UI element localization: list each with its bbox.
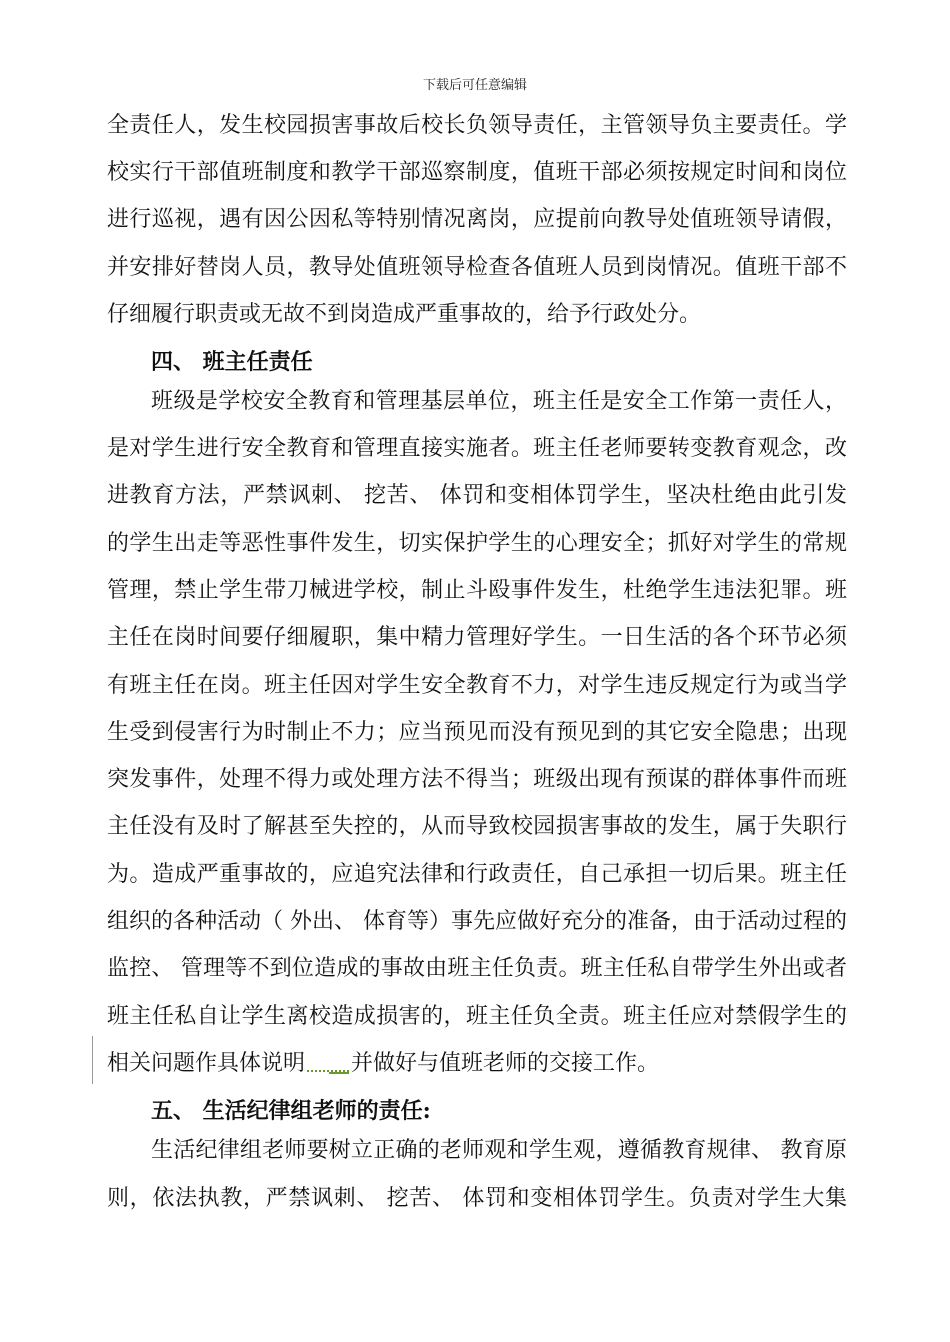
page-header: 下载后可任意编辑: [422, 78, 527, 93]
paragraph-line: 并安排好替岗人员，教导处值班领导检查各值班人员到岗情况。值班干部不: [107, 255, 847, 280]
section-heading-5: 五、 生活纪律组老师的责任:: [151, 1098, 431, 1124]
paragraph-line: 组织的各种活动（ 外出、 体育等）事先应做好充分的准备，由于活动过程的: [107, 909, 847, 934]
paragraph-line: 生活纪律组老师要树立正确的老师观和学生观，遵循教育规律、 教育原: [151, 1138, 847, 1163]
paragraph-line: [107, 1047, 847, 1081]
paragraph-line: 监控、 管理等不到位造成的事故由班主任负责。班主任私自带学生外出或者: [107, 956, 847, 981]
paragraph-line: 进教育方法，严禁讽刺、 挖苦、 体罚和变相体罚学生，坚决杜绝由此引发: [107, 483, 847, 508]
paragraph-line: 生受到侵害行为时制止不力；应当预见而没有预见到的其它安全隐患；出现: [107, 720, 847, 745]
paragraph-line: 班级是学校安全教育和管理基层单位，班主任是安全工作第一责任人，: [151, 389, 847, 414]
line-text-before-mark: 相关问题作具体说明: [107, 1051, 306, 1076]
revision-change-bar: [92, 1036, 93, 1084]
paragraph-line: 仔细履行职责或无故不到岗造成严重事故的，给予行政处分。: [107, 302, 702, 327]
paragraph-line: 班主任私自让学生离校造成损害的，班主任负全责。班主任应对禁假学生的: [107, 1004, 847, 1029]
paragraph-line: 是对学生进行安全教育和管理直接实施者。班主任老师要转变教育观念，改: [107, 436, 847, 461]
paragraph-line: 为。造成严重事故的，应追究法律和行政责任，自己承担一切后果。班主任: [107, 862, 847, 887]
paragraph-line: 全责任人，发生校园损害事故后校长负领导责任，主管领导负主要责任。学: [107, 113, 847, 138]
paragraph-line: 则，依法执教，严禁讽刺、 挖苦、 体罚和变相体罚学生。负责对学生大集: [107, 1186, 847, 1211]
section-heading-4: 四、 班主任责任: [151, 349, 313, 375]
paragraph-line: 校实行干部值班制度和教学干部巡察制度，值班干部必须按规定时间和岗位: [107, 160, 847, 185]
paragraph-line: 的学生出走等恶性事件发生，切实保护学生的心理安全；抓好对学生的常规: [107, 531, 847, 556]
revision-mark-icon: [305, 1054, 351, 1074]
line-text-after-mark: 并做好与值班老师的交接工作。: [351, 1051, 660, 1076]
paragraph-line: 进行巡视，遇有因公因私等特别情况离岗，应提前向教导处值班领导请假，: [107, 207, 847, 232]
paragraph-line: 管理，禁止学生带刀械进学校，制止斗殴事件发生，杜绝学生违法犯罪。班: [107, 578, 847, 603]
paragraph-line: 突发事件，处理不得力或处理方法不得当；班级出现有预谋的群体事件而班: [107, 767, 847, 792]
paragraph-line: 主任在岗时间要仔细履职，集中精力管理好学生。一日生活的各个环节必须: [107, 625, 847, 650]
paragraph-line: 主任没有及时了解甚至失控的，从而导致校园损害事故的发生，属于失职行: [107, 814, 847, 839]
paragraph-line: 有班主任在岗。班主任因对学生安全教育不力，对学生违反规定行为或当学: [107, 673, 847, 698]
